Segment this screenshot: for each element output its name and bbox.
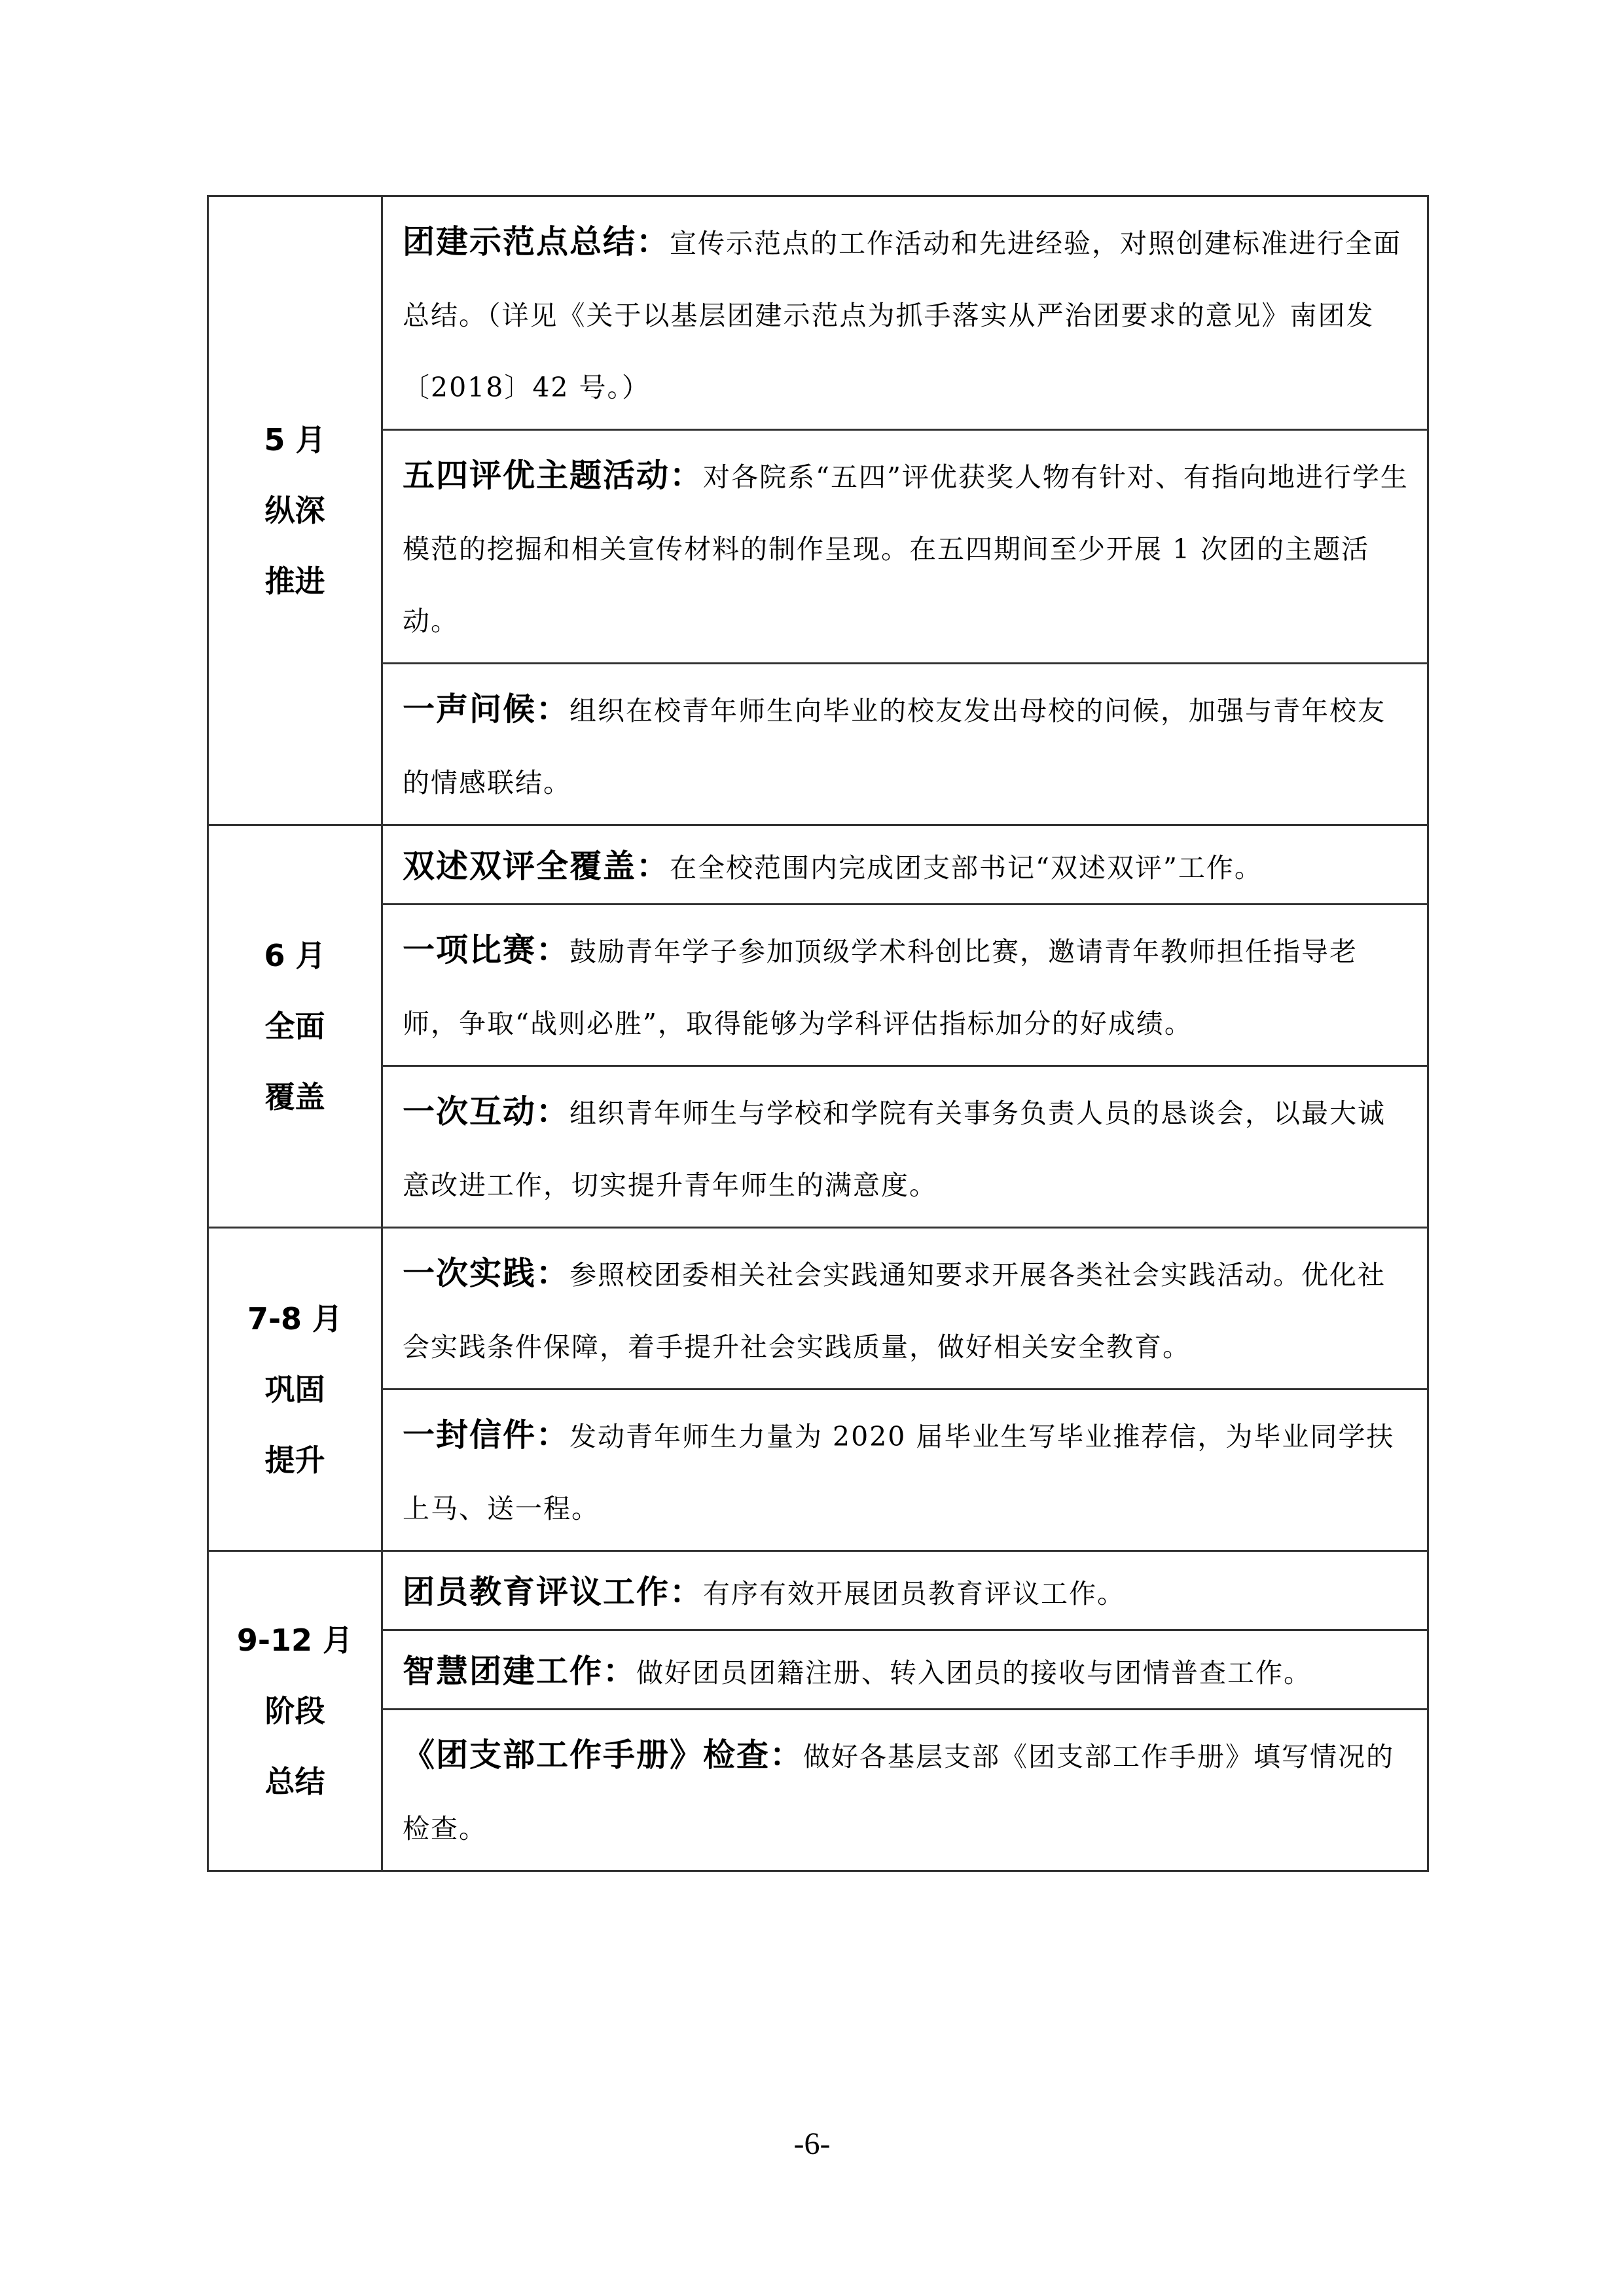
item-title: 智慧团建工作： (403, 1653, 637, 1690)
item-description: 宣传示范点的工作活动和先进经验，对照创建标准进行全面总结。（详见《关于以基层团建示范点为抓手落实从严治团要求的意见》南团发〔2018〕42 号。） (403, 228, 1402, 403)
table-row (208, 430, 1428, 664)
month-label: 6 月 全面 覆盖 (264, 938, 326, 1115)
table-row (208, 905, 1428, 1066)
item-description: 组织青年师生与学校和学院有关事务负责人员的恳谈会，以最大诚意改进工作，切实提升青年师生的满意度。 (403, 1098, 1386, 1201)
item-description: 有序有效开展团员教育评议工作。 (703, 1578, 1126, 1609)
item-description: 参照校团委相关社会实践通知要求开展各类社会实践活动。优化社会实践条件保障，着手提升社会实践质量，做好相关安全教育。 (403, 1259, 1386, 1363)
table-row (208, 825, 1428, 905)
table-row (208, 1228, 1428, 1390)
item-title: 一次实践： (403, 1255, 570, 1292)
item-title: 一封信件： (403, 1416, 570, 1454)
table-row (208, 664, 1428, 825)
work-plan-table (207, 195, 1429, 1872)
table-row (208, 1630, 1428, 1710)
item-description: 对各院系“五四”评优获奖人物有针对、有指向地进行学生模范的挖掘和相关宣传材料的制作呈现。在五四期间至少开展 1 次团的主题活动。 (403, 461, 1409, 637)
plan-item (382, 1390, 1428, 1551)
table-row (208, 1551, 1428, 1630)
plan-item (382, 196, 1428, 430)
plan-item (382, 430, 1428, 664)
item-title: 五四评优主题活动： (403, 457, 704, 494)
item-description: 鼓励青年学子参加顶级学术科创比赛，邀请青年教师担任指导老师，争取“战则必胜”，取得能够为学科评估指标加分的好成绩。 (403, 936, 1358, 1039)
item-title: 《团支部工作手册》检查： (403, 1736, 804, 1774)
item-description: 做好团员团籍注册、转入团员的接收与团情普查工作。 (636, 1657, 1312, 1689)
item-title: 团建示范点总结： (403, 223, 670, 260)
plan-item (382, 1551, 1428, 1630)
item-title: 一次互动： (403, 1093, 570, 1130)
item-title: 一项比赛： (403, 931, 570, 969)
plan-item (382, 1066, 1428, 1228)
month-label: 5 月 纵深 推进 (264, 422, 326, 599)
table-row (208, 1710, 1428, 1871)
item-title: 团员教育评议工作： (403, 1573, 704, 1611)
plan-item (382, 905, 1428, 1066)
item-description: 做好各基层支部《团支部工作手册》填写情况的检查。 (403, 1741, 1395, 1844)
month-cell-june (208, 825, 382, 1228)
month-cell-may (208, 196, 382, 825)
table-row (208, 1066, 1428, 1228)
plan-item (382, 1228, 1428, 1390)
item-description: 发动青年师生力量为 2020 届毕业生写毕业推荐信，为毕业同学扶上马、送一程。 (403, 1421, 1395, 1524)
plan-item (382, 825, 1428, 905)
table-row (208, 1390, 1428, 1551)
plan-item (382, 664, 1428, 825)
item-title: 一声问候： (403, 691, 570, 728)
item-description: 在全校范围内完成团支部书记“双述双评”工作。 (670, 852, 1263, 884)
table-row (208, 196, 1428, 430)
page-number: -6- (793, 2126, 831, 2161)
item-description: 组织在校青年师生向毕业的校友发出母校的问候，加强与青年校友的情感联结。 (403, 695, 1386, 798)
month-cell-september-december (208, 1551, 382, 1871)
item-title: 双述双评全覆盖： (403, 848, 670, 885)
month-label: 9-12 月 阶段 总结 (236, 1623, 353, 1799)
month-label: 7-8 月 巩固 提升 (247, 1300, 343, 1478)
month-cell-july-august (208, 1228, 382, 1551)
plan-item (382, 1630, 1428, 1710)
plan-item (382, 1710, 1428, 1871)
